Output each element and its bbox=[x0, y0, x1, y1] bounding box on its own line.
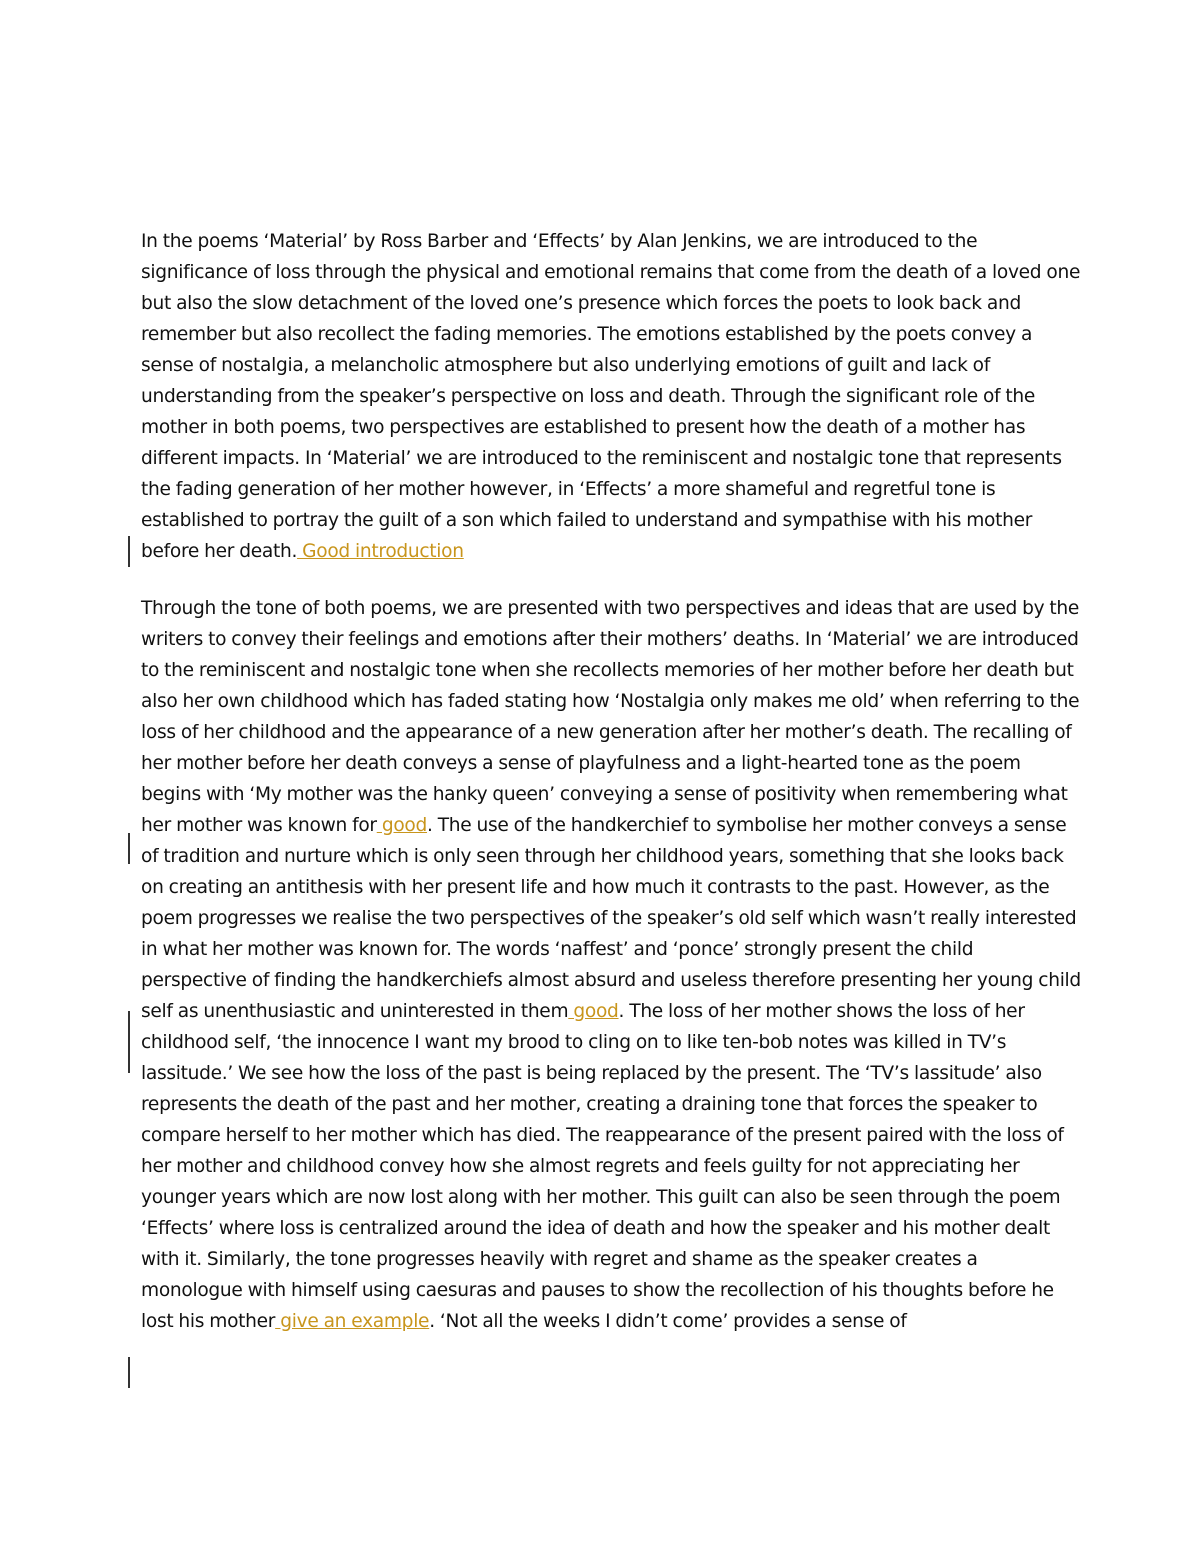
paragraph-text: . The use of the handkerchief to symbolise her mother conveys a sense of tradition and nurture which is only seen through her childhood years, something that she looks back on creating an antithesis with her present life and how much it contrasts to the past. However, as the poem progresses we realise the two perspectives of the speaker’s old self which wasn’t really interested in what her mother was known for. The words ‘naffest’ and ‘ponce’ strongly present the child perspective of finding the handkerchiefs almost absurd and useless therefore presenting her young child self as unenthusiastic and uninterested in them bbox=[141, 815, 1081, 1022]
paragraph-introduction bbox=[141, 226, 1081, 567]
change-bar bbox=[128, 1011, 130, 1073]
paragraph-analysis bbox=[141, 593, 1081, 1337]
comment-good-introduction[interactable]: Good introduction bbox=[297, 541, 464, 562]
paragraph-text: Through the tone of both poems, we are presented with two perspectives and ideas that are used by the writers to convey their feelings and emotions after their mothers’ deaths. In ‘Material’ we are introduced to the reminiscent and nostalgic tone when she recollects memories of her mother before her death but also her own childhood which has faded stating how ‘Nostalgia only makes me old’ when referring to the loss of her childhood and the appearance of a new generation after her mother’s death. The recalling of her mother before her death conveys a sense of playfulness and a light-hearted tone as the poem begins with ‘My mother was the hanky queen’ conveying a sense of positivity when remembering what her mother was known for bbox=[141, 598, 1080, 836]
comment-good[interactable]: good bbox=[376, 815, 428, 836]
comment-good[interactable]: good bbox=[568, 1001, 619, 1022]
change-bar bbox=[128, 1357, 130, 1388]
document-body bbox=[141, 226, 1081, 1337]
paragraph-text: In the poems ‘Material’ by Ross Barber and ‘Effects’ by Alan Jenkins, we are introduced to the significance of loss through the physical and emotional remains that come from the death of a loved one but also the slow detachment of the loved one’s presence which forces the poets to look back and remember but also recollect the fading memories. The emotions established by the poets convey a sense of nostalgia, a melancholic atmosphere but also underlying emotions of guilt and lack of understanding from the speaker’s perspective on loss and death. Through the significant role of the mother in both poems, two perspectives are established to present how the death of a mother has different impacts. In ‘Material’ we are introduced to the reminiscent and nostalgic tone that represents the fading generation of her mother however, in ‘Effects’ a more shameful and regretful tone is established to portray the guilt of a son which failed to understand and sympathise with his mother before her death. bbox=[141, 231, 1081, 562]
change-bar bbox=[128, 833, 130, 864]
change-bar bbox=[128, 536, 130, 567]
paragraph-text: . The loss of her mother shows the loss of her childhood self, ‘the innocence I want my brood to cling on to like ten-bob notes was killed in TV’s lassitude.’ We see how the loss of the past is being replaced by the present. The ‘TV’s lassitude’ also represents the death of the past and her mother, creating a draining tone that forces the speaker to compare herself to her mother which has died. The reappearance of the present paired with the loss of her mother and childhood convey how she almost regrets and feels guilty for not appreciating her younger years which are now lost along with her mother. This guilt can also be seen through the poem ‘Effects’ where loss is centralized around the idea of death and how the speaker and his mother dealt with it. Similarly, the tone progresses heavily with regret and shame as the speaker creates a monologue with himself using caesuras and pauses to show the recollection of his thoughts before he lost his mother bbox=[141, 1001, 1064, 1332]
comment-give-an-example[interactable]: give an example bbox=[275, 1311, 430, 1332]
paragraph-text: . ‘Not all the weeks I didn’t come’ provides a sense of bbox=[429, 1311, 907, 1332]
